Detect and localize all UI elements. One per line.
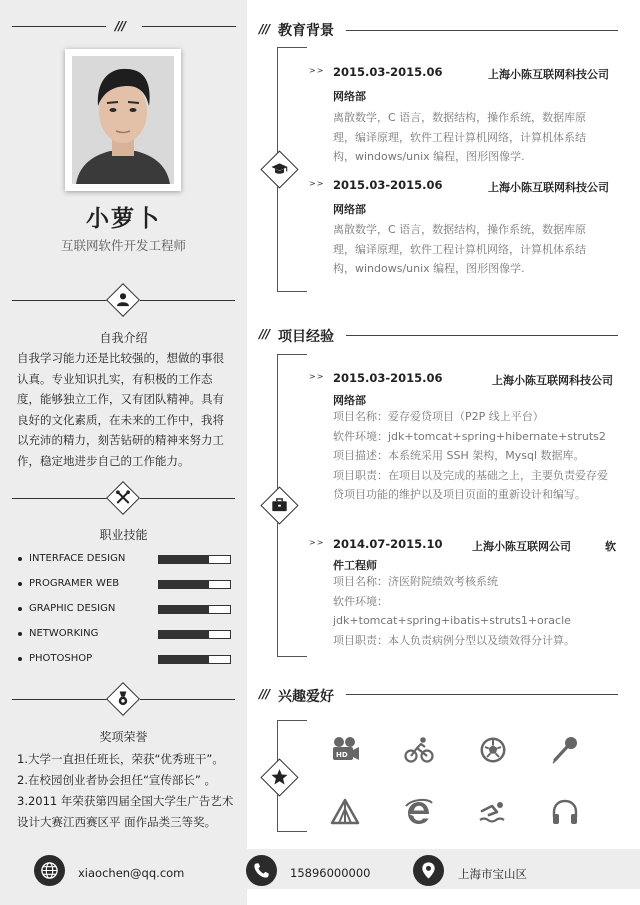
skill-item: [18, 577, 233, 593]
project-line: 项目职责：在项目以及完成的基础之上，主要负责爱存爱贷项目功能的维护以及项目页面的重新设计和编写。: [333, 468, 608, 501]
project-line: jdk+tomcat+spring+ibatis+struts1+oracle: [333, 614, 571, 627]
contact-icon: [413, 855, 444, 886]
skill-name: NETWORKING: [29, 628, 99, 639]
skill-item: [18, 627, 233, 643]
arrow-icon: >>: [309, 179, 325, 188]
tools-icon: [115, 489, 132, 506]
football-icon: [478, 735, 508, 765]
project-line: 项目名称：爱存爱贷项目（P2P 线上平台）: [333, 410, 544, 423]
divider: [346, 335, 618, 336]
projects-heading: 项目经验: [278, 329, 334, 345]
edu-description: 离散数学，C 语言，数据结构，操作系统，数据库原理，编译原理，软件工程计算机网络，计算机体系结构，windows/unix 编程，图形图像学.: [333, 223, 587, 275]
divider: [12, 498, 107, 499]
movie-camera-icon: [330, 735, 360, 765]
self-intro-text: 自我学习能力还是比较强的，想做的事很认真。专业知识扎实，有积极的工作态度，能够独立工作，又有团队精神。具有良好的文化素质，在未来的工作中，我将以充沛的精力，刻苦钻研的精神来努力工作，稳定地进步自己的工作能力。: [17, 351, 224, 468]
globe-icon: [40, 861, 59, 880]
arrow-icon: >>: [309, 538, 325, 547]
slash-marks-icon: ///: [259, 22, 270, 36]
project-company: 上海小陈互联网公司: [472, 540, 571, 553]
project-date: 2015.03-2015.06: [333, 371, 443, 385]
divider: [346, 30, 618, 31]
project-details: [333, 572, 618, 650]
project-line: 软件环境：: [333, 594, 388, 608]
portrait-icon: [72, 56, 174, 184]
edu-description: 离散数学，C 语言，数据结构，操作系统，数据库原理，编译原理，软件工程计算机网络，计算机体系结构，windows/unix 编程，图形图像学.: [333, 111, 587, 163]
slash-marks-icon: ///: [115, 19, 126, 33]
arrow-icon: >>: [309, 66, 325, 75]
skill-bar: [158, 630, 231, 639]
award-item: 2.在校园创业者协会担任“宣传部长” 。: [17, 773, 217, 787]
divider: [12, 699, 107, 700]
profile-photo: [65, 49, 181, 191]
slash-marks-icon: ///: [259, 687, 270, 701]
contact-icon: [34, 855, 65, 886]
contact-email[interactable]: xiaochen@qq.com: [78, 866, 185, 880]
education-heading: 教育背景: [278, 23, 334, 39]
skill-name: INTERFACE DESIGN: [29, 553, 126, 564]
skill-bar: [158, 655, 231, 664]
project-details: [333, 407, 618, 505]
briefcase-icon: [271, 496, 289, 514]
project-line: 项目职责：本人负责病例分型以及绩效得分计算。: [333, 633, 575, 647]
divider: [346, 694, 618, 695]
divider: [12, 300, 107, 301]
internet-icon: [404, 797, 434, 827]
self-intro-title: 自我介绍: [99, 331, 148, 345]
edu-date: 2015.03-2015.06: [333, 178, 443, 192]
music-icon: [550, 797, 580, 827]
profile-name: 小萝卜: [86, 206, 161, 232]
bullet-icon: [18, 607, 22, 611]
project-company-suffix: 软: [605, 540, 616, 553]
skill-bar: [158, 605, 231, 614]
skill-bar-fill: [159, 556, 209, 563]
skill-bar-fill: [159, 631, 209, 638]
skill-bar: [158, 555, 231, 564]
edu-department: 网络部: [333, 203, 366, 216]
phone-icon: [252, 861, 271, 880]
divider: [142, 26, 236, 27]
skill-item: [18, 552, 233, 568]
divider: [140, 498, 235, 499]
camping-icon: [330, 797, 360, 827]
awards-list: [17, 749, 235, 833]
edu-date: 2015.03-2015.06: [333, 65, 443, 79]
project-company: 上海小陈互联网科技公司: [492, 374, 613, 387]
location-pin-icon: [419, 861, 438, 880]
edu-company: 上海小陈互联网科技公司: [488, 181, 609, 194]
skills-title: 职业技能: [99, 528, 148, 542]
arrow-icon: >>: [309, 372, 325, 381]
medal-icon: [115, 690, 132, 707]
hobbies-heading: 兴趣爱好: [278, 689, 334, 705]
skill-name: PROGRAMER WEB: [29, 578, 120, 589]
award-item: 3.2011 年荣获第四届全国大学生广告艺术设计大赛江西赛区平 面作品类三等奖。: [17, 794, 234, 829]
bullet-icon: [18, 582, 22, 586]
slash-marks-icon: ///: [259, 327, 270, 341]
skill-bar-fill: [159, 606, 209, 613]
skill-name: PHOTOSHOP: [29, 653, 93, 664]
contact-icon: [246, 855, 277, 886]
bullet-icon: [18, 632, 22, 636]
project-line: 项目描述：本系统采用 SSH 架构，Mysql 数据库。: [333, 449, 585, 462]
skill-bar-fill: [159, 656, 209, 663]
divider: [12, 26, 106, 27]
singing-icon: [550, 735, 580, 765]
divider: [140, 300, 235, 301]
skill-bar-fill: [159, 581, 209, 588]
person-icon: [115, 291, 132, 308]
project-date: 2014.07-2015.10: [333, 537, 443, 551]
graduation-cap-icon: [271, 160, 289, 178]
project-line: 软件环境：jdk+tomcat+spring+hibernate+struts2: [333, 429, 606, 443]
skill-bar: [158, 580, 231, 589]
project-line: 项目名称：济医附院绩效考核系统: [333, 575, 498, 588]
edu-department: 网络部: [333, 90, 366, 103]
divider: [140, 699, 235, 700]
project-department: 网络部: [333, 394, 366, 407]
skill-name: GRAPHIC DESIGN: [29, 603, 116, 614]
svg-text:HD: HD: [336, 751, 348, 759]
edu-company: 上海小陈互联网科技公司: [488, 68, 609, 81]
star-icon: [271, 768, 289, 786]
awards-title: 奖项荣誉: [99, 730, 148, 744]
project-department: 件工程师: [333, 559, 377, 572]
award-item: 1.大学一直担任班长，荣获“优秀班干”。: [17, 752, 224, 766]
bullet-icon: [18, 557, 22, 561]
skill-item: [18, 652, 233, 668]
swimming-icon: [478, 797, 508, 827]
profile-job-title: 互联网软件开发工程师: [60, 238, 186, 253]
cycling-icon: [404, 735, 434, 765]
contact-phone[interactable]: 15896000000: [290, 866, 371, 880]
bullet-icon: [18, 657, 22, 661]
contact-address: 上海市宝山区: [458, 867, 527, 881]
skill-item: [18, 602, 233, 618]
